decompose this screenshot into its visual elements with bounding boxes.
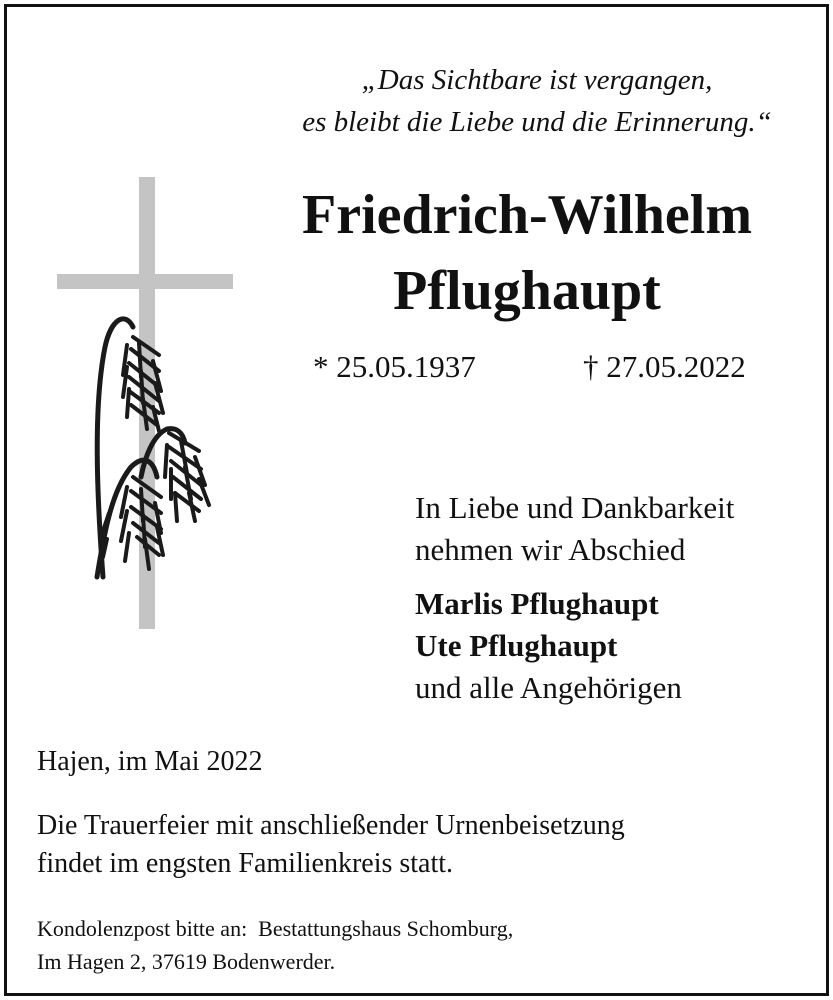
farewell-line-2: nehmen wir Abschied: [415, 532, 686, 567]
mourner-name: Marlis Pflughaupt: [415, 586, 659, 621]
cross-with-wheat-icon: [57, 177, 247, 629]
place-date: Hajen, im Mai 2022: [37, 746, 263, 777]
farewell-block: [415, 487, 734, 709]
obituary-notice: [4, 4, 829, 996]
first-name: Friedrich-Wilhelm: [302, 184, 752, 246]
quote-line-2: es bleibt die Liebe und die Erinnerung.“: [302, 106, 772, 138]
ceremony-info: [37, 807, 817, 883]
ceremony-line-1: Die Trauerfeier mit anschließender Urnenbeisetzung: [37, 810, 625, 841]
condolence-address: [37, 912, 817, 978]
memorial-quote: [237, 59, 833, 143]
ceremony-line-2: findet im engsten Familienkreis statt.: [37, 848, 454, 879]
deceased-name: [257, 177, 797, 329]
last-name: Pflughaupt: [393, 260, 661, 322]
quote-line-1: „Das Sichtbare ist vergangen,: [361, 64, 713, 96]
mourner-name: Ute Pflughaupt: [415, 628, 618, 663]
birth-date: * 25.05.1937: [313, 349, 476, 384]
death-date: † 27.05.2022: [583, 349, 746, 384]
condolence-line-1: Kondolenzpost bitte an: Bestattungshaus Schomburg,: [37, 916, 514, 941]
condolence-line-2: Im Hagen 2, 37619 Bodenwerder.: [37, 949, 336, 974]
farewell-line-1: In Liebe und Dankbarkeit: [415, 490, 735, 525]
relatives-line: und alle Angehörigen: [415, 670, 682, 705]
